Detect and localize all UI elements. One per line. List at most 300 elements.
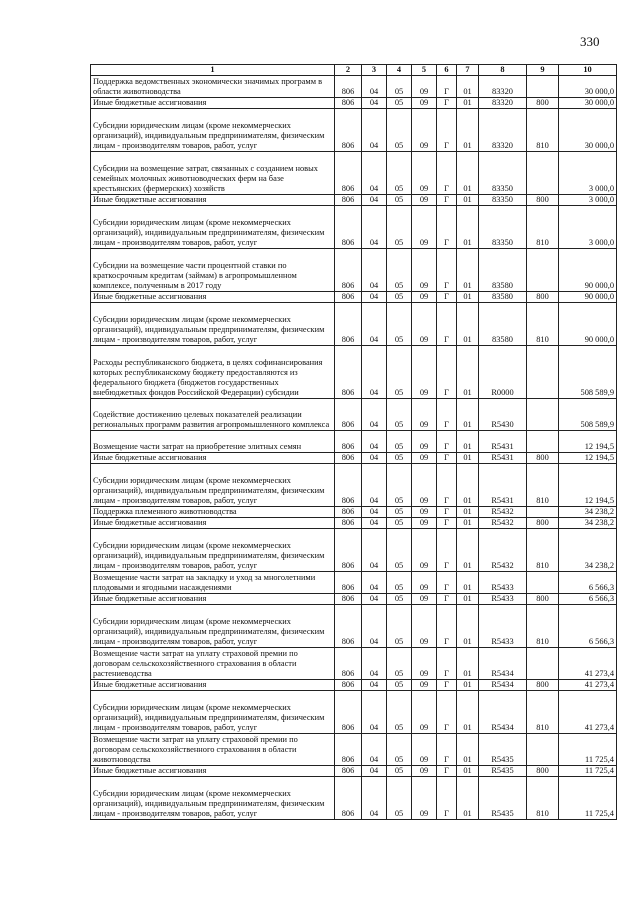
subsection-cell: 05	[387, 399, 412, 431]
expense-type-cell	[527, 734, 559, 766]
table-row	[91, 766, 617, 777]
row-name-cell: Возмещение части затрат на уплату страховой премии по договорам сельскохозяйственного страхования в области растениеводства	[91, 648, 335, 680]
amount-cell: 3 000,0	[559, 206, 617, 249]
expense-type-cell	[527, 648, 559, 680]
table-row	[91, 464, 617, 507]
ministry-code-cell: 806	[335, 346, 362, 399]
main-event-cell: 01	[457, 453, 479, 464]
amount-cell: 6 566,3	[559, 572, 617, 594]
ministry-code-cell: 806	[335, 431, 362, 453]
section-cell: 04	[362, 292, 387, 303]
section-cell: 04	[362, 109, 387, 152]
row-name-cell: Иные бюджетные ассигнования	[91, 594, 335, 605]
program-cell: 09	[412, 399, 437, 431]
subprogram-cell: Г	[437, 431, 457, 453]
row-name-cell: Иные бюджетные ассигнования	[91, 98, 335, 109]
table-row	[91, 76, 617, 98]
section-cell: 04	[362, 346, 387, 399]
ministry-code-cell: 806	[335, 766, 362, 777]
ministry-code-cell: 806	[335, 691, 362, 734]
table-row	[91, 206, 617, 249]
main-event-cell: 01	[457, 464, 479, 507]
amount-cell: 90 000,0	[559, 303, 617, 346]
section-cell: 04	[362, 518, 387, 529]
ministry-code-cell: 806	[335, 152, 362, 195]
direction-code-cell: R5435	[479, 766, 527, 777]
subsection-cell: 05	[387, 453, 412, 464]
amount-cell: 41 273,4	[559, 691, 617, 734]
main-event-cell: 01	[457, 594, 479, 605]
main-event-cell: 01	[457, 648, 479, 680]
expense-type-cell: 810	[527, 777, 559, 820]
ministry-code-cell: 806	[335, 518, 362, 529]
expense-type-cell	[527, 152, 559, 195]
ministry-code-cell: 806	[335, 594, 362, 605]
amount-cell: 90 000,0	[559, 292, 617, 303]
row-name-cell: Субсидии юридическим лицам (кроме некоммерческих организаций), индивидуальным предпринимателям, физическим лицам - производителям товаров, работ, услуг	[91, 529, 335, 572]
table-row	[91, 249, 617, 292]
ministry-code-cell: 806	[335, 453, 362, 464]
table-row	[91, 292, 617, 303]
amount-cell: 34 238,2	[559, 507, 617, 518]
subprogram-cell: Г	[437, 303, 457, 346]
main-event-cell: 01	[457, 109, 479, 152]
program-cell: 09	[412, 734, 437, 766]
row-name-cell: Поддержка ведомственных экономически значимых программ в области животноводства	[91, 76, 335, 98]
ministry-code-cell: 806	[335, 648, 362, 680]
main-event-cell: 01	[457, 605, 479, 648]
amount-cell: 6 566,3	[559, 605, 617, 648]
subprogram-cell: Г	[437, 529, 457, 572]
main-event-cell: 01	[457, 399, 479, 431]
expense-type-cell	[527, 399, 559, 431]
expense-type-cell	[527, 249, 559, 292]
main-event-cell: 01	[457, 346, 479, 399]
subsection-cell: 05	[387, 572, 412, 594]
column-header: 9	[527, 65, 559, 76]
row-name-cell: Субсидии юридическим лицам (кроме некоммерческих организаций), индивидуальным предпринимателям, физическим лицам - производителям товаров, работ, услуг	[91, 464, 335, 507]
row-name-cell: Возмещение части затрат на приобретение элитных семян	[91, 431, 335, 453]
section-cell: 04	[362, 303, 387, 346]
amount-cell: 41 273,4	[559, 680, 617, 691]
subsection-cell: 05	[387, 206, 412, 249]
subsection-cell: 05	[387, 648, 412, 680]
program-cell: 09	[412, 518, 437, 529]
program-cell: 09	[412, 691, 437, 734]
subsection-cell: 05	[387, 152, 412, 195]
column-header: 6	[437, 65, 457, 76]
column-header: 8	[479, 65, 527, 76]
subsection-cell: 05	[387, 303, 412, 346]
subsection-cell: 05	[387, 98, 412, 109]
row-name-cell: Субсидии на возмещение части процентной ставки по краткосрочным кредитам (займам) в агропромышленном комплексе, полученным в 2017 году	[91, 249, 335, 292]
ministry-code-cell: 806	[335, 195, 362, 206]
direction-code-cell: R5434	[479, 680, 527, 691]
column-header: 2	[335, 65, 362, 76]
main-event-cell: 01	[457, 766, 479, 777]
subprogram-cell: Г	[437, 109, 457, 152]
expense-type-cell: 810	[527, 206, 559, 249]
subprogram-cell: Г	[437, 766, 457, 777]
subprogram-cell: Г	[437, 399, 457, 431]
main-event-cell: 01	[457, 691, 479, 734]
expense-type-cell: 800	[527, 518, 559, 529]
amount-cell: 30 000,0	[559, 98, 617, 109]
amount-cell: 30 000,0	[559, 76, 617, 98]
ministry-code-cell: 806	[335, 249, 362, 292]
subsection-cell: 05	[387, 734, 412, 766]
expense-type-cell	[527, 572, 559, 594]
subsection-cell: 05	[387, 529, 412, 572]
subsection-cell: 05	[387, 195, 412, 206]
program-cell: 09	[412, 648, 437, 680]
program-cell: 09	[412, 292, 437, 303]
main-event-cell: 01	[457, 292, 479, 303]
direction-code-cell: R5434	[479, 691, 527, 734]
expense-type-cell: 810	[527, 529, 559, 572]
subsection-cell: 05	[387, 292, 412, 303]
row-name-cell: Иные бюджетные ассигнования	[91, 292, 335, 303]
subprogram-cell: Г	[437, 98, 457, 109]
main-event-cell: 01	[457, 777, 479, 820]
ministry-code-cell: 806	[335, 734, 362, 766]
subprogram-cell: Г	[437, 648, 457, 680]
row-name-cell: Расходы республиканского бюджета, в целях софинансирования которых республиканскому бюджету предоставляются из федерального бюджета (бюджетов государственных внебюджетных фондов Российской Федерации) субсидии	[91, 346, 335, 399]
expense-type-cell	[527, 431, 559, 453]
program-cell: 09	[412, 346, 437, 399]
direction-code-cell: 83320	[479, 98, 527, 109]
main-event-cell: 01	[457, 195, 479, 206]
ministry-code-cell: 806	[335, 507, 362, 518]
subsection-cell: 05	[387, 76, 412, 98]
table-row	[91, 195, 617, 206]
row-name-cell: Содействие достижению целевых показателей реализации региональных программ развития агропромышленного комплекса	[91, 399, 335, 431]
direction-code-cell: R5431	[479, 453, 527, 464]
table-row	[91, 98, 617, 109]
program-cell: 09	[412, 431, 437, 453]
amount-cell: 12 194,5	[559, 464, 617, 507]
direction-code-cell: R5432	[479, 529, 527, 572]
subprogram-cell: Г	[437, 195, 457, 206]
subsection-cell: 05	[387, 518, 412, 529]
expense-type-cell: 810	[527, 303, 559, 346]
direction-code-cell: R5435	[479, 777, 527, 820]
amount-cell: 508 589,9	[559, 346, 617, 399]
expense-type-cell	[527, 346, 559, 399]
expense-type-cell	[527, 507, 559, 518]
subsection-cell: 05	[387, 464, 412, 507]
budget-table	[90, 64, 617, 820]
subprogram-cell: Г	[437, 594, 457, 605]
program-cell: 09	[412, 206, 437, 249]
amount-cell: 11 725,4	[559, 766, 617, 777]
expense-type-cell: 800	[527, 195, 559, 206]
table-row	[91, 680, 617, 691]
direction-code-cell: 83580	[479, 249, 527, 292]
program-cell: 09	[412, 98, 437, 109]
ministry-code-cell: 806	[335, 399, 362, 431]
subprogram-cell: Г	[437, 206, 457, 249]
ministry-code-cell: 806	[335, 98, 362, 109]
ministry-code-cell: 806	[335, 605, 362, 648]
ministry-code-cell: 806	[335, 464, 362, 507]
table-row	[91, 691, 617, 734]
subsection-cell: 05	[387, 680, 412, 691]
amount-cell: 90 000,0	[559, 249, 617, 292]
ministry-code-cell: 806	[335, 529, 362, 572]
expense-type-cell: 800	[527, 98, 559, 109]
section-cell: 04	[362, 431, 387, 453]
program-cell: 09	[412, 195, 437, 206]
section-cell: 04	[362, 529, 387, 572]
main-event-cell: 01	[457, 431, 479, 453]
section-cell: 04	[362, 453, 387, 464]
program-cell: 09	[412, 572, 437, 594]
main-event-cell: 01	[457, 572, 479, 594]
subsection-cell: 05	[387, 777, 412, 820]
subsection-cell: 05	[387, 691, 412, 734]
subprogram-cell: Г	[437, 691, 457, 734]
expense-type-cell: 800	[527, 680, 559, 691]
program-cell: 09	[412, 529, 437, 572]
section-cell: 04	[362, 680, 387, 691]
direction-code-cell: 83320	[479, 76, 527, 98]
table-row	[91, 453, 617, 464]
expense-type-cell: 800	[527, 453, 559, 464]
amount-cell: 34 238,2	[559, 529, 617, 572]
main-event-cell: 01	[457, 507, 479, 518]
row-name-cell: Субсидии юридическим лицам (кроме некоммерческих организаций), индивидуальным предпринимателям, физическим лицам - производителям товаров, работ, услуг	[91, 777, 335, 820]
main-event-cell: 01	[457, 518, 479, 529]
subsection-cell: 05	[387, 249, 412, 292]
subprogram-cell: Г	[437, 152, 457, 195]
subprogram-cell: Г	[437, 346, 457, 399]
main-event-cell: 01	[457, 529, 479, 572]
subsection-cell: 05	[387, 109, 412, 152]
table-body	[91, 76, 617, 820]
ministry-code-cell: 806	[335, 206, 362, 249]
amount-cell: 3 000,0	[559, 195, 617, 206]
program-cell: 09	[412, 605, 437, 648]
section-cell: 04	[362, 777, 387, 820]
expense-type-cell: 800	[527, 766, 559, 777]
row-name-cell: Иные бюджетные ассигнования	[91, 195, 335, 206]
table-row	[91, 777, 617, 820]
expense-type-cell	[527, 76, 559, 98]
section-cell: 04	[362, 691, 387, 734]
expense-type-cell: 810	[527, 464, 559, 507]
subprogram-cell: Г	[437, 292, 457, 303]
amount-cell: 6 566,3	[559, 594, 617, 605]
table-row	[91, 346, 617, 399]
amount-cell: 41 273,4	[559, 648, 617, 680]
row-name-cell: Субсидии юридическим лицам (кроме некоммерческих организаций), индивидуальным предпринимателям, физическим лицам - производителям товаров, работ, услуг	[91, 691, 335, 734]
subprogram-cell: Г	[437, 734, 457, 766]
row-name-cell: Субсидии юридическим лицам (кроме некоммерческих организаций), индивидуальным предпринимателям, физическим лицам - производителям товаров, работ, услуг	[91, 605, 335, 648]
amount-cell: 30 000,0	[559, 109, 617, 152]
expense-type-cell: 810	[527, 109, 559, 152]
table-row	[91, 152, 617, 195]
section-cell: 04	[362, 195, 387, 206]
section-cell: 04	[362, 605, 387, 648]
column-header: 7	[457, 65, 479, 76]
table-row	[91, 109, 617, 152]
row-name-cell: Поддержка племенного животноводства	[91, 507, 335, 518]
section-cell: 04	[362, 734, 387, 766]
table-row	[91, 734, 617, 766]
program-cell: 09	[412, 777, 437, 820]
section-cell: 04	[362, 464, 387, 507]
expense-type-cell: 810	[527, 691, 559, 734]
program-cell: 09	[412, 303, 437, 346]
subprogram-cell: Г	[437, 518, 457, 529]
table-header-row	[91, 65, 617, 76]
table-row	[91, 605, 617, 648]
section-cell: 04	[362, 766, 387, 777]
section-cell: 04	[362, 507, 387, 518]
direction-code-cell: 83580	[479, 292, 527, 303]
subsection-cell: 05	[387, 605, 412, 648]
program-cell: 09	[412, 249, 437, 292]
subsection-cell: 05	[387, 594, 412, 605]
column-header: 5	[412, 65, 437, 76]
main-event-cell: 01	[457, 249, 479, 292]
program-cell: 09	[412, 766, 437, 777]
page-number: 330	[580, 34, 600, 49]
section-cell: 04	[362, 98, 387, 109]
subprogram-cell: Г	[437, 572, 457, 594]
table-row	[91, 529, 617, 572]
direction-code-cell: 83320	[479, 109, 527, 152]
row-name-cell: Иные бюджетные ассигнования	[91, 766, 335, 777]
direction-code-cell: 83350	[479, 195, 527, 206]
row-name-cell: Иные бюджетные ассигнования	[91, 518, 335, 529]
amount-cell: 508 589,9	[559, 399, 617, 431]
direction-code-cell: R5434	[479, 648, 527, 680]
program-cell: 09	[412, 594, 437, 605]
table-row	[91, 572, 617, 594]
subsection-cell: 05	[387, 507, 412, 518]
ministry-code-cell: 806	[335, 109, 362, 152]
program-cell: 09	[412, 453, 437, 464]
ministry-code-cell: 806	[335, 303, 362, 346]
row-name-cell: Субсидии на возмещение затрат, связанных с созданием новых семейных молочных животноводческих ферм на базе крестьянских (фермерских) хозяйств	[91, 152, 335, 195]
section-cell: 04	[362, 206, 387, 249]
table-row	[91, 431, 617, 453]
main-event-cell: 01	[457, 734, 479, 766]
direction-code-cell: R5431	[479, 464, 527, 507]
row-name-cell: Субсидии юридическим лицам (кроме некоммерческих организаций), индивидуальным предпринимателям, физическим лицам - производителям товаров, работ, услуг	[91, 109, 335, 152]
amount-cell: 34 238,2	[559, 518, 617, 529]
table-row	[91, 303, 617, 346]
section-cell: 04	[362, 572, 387, 594]
program-cell: 09	[412, 109, 437, 152]
main-event-cell: 01	[457, 152, 479, 195]
table-row	[91, 648, 617, 680]
column-header: 4	[387, 65, 412, 76]
direction-code-cell: R5433	[479, 605, 527, 648]
program-cell: 09	[412, 680, 437, 691]
subsection-cell: 05	[387, 766, 412, 777]
subsection-cell: 05	[387, 346, 412, 399]
main-event-cell: 01	[457, 76, 479, 98]
direction-code-cell: R5433	[479, 594, 527, 605]
section-cell: 04	[362, 152, 387, 195]
main-event-cell: 01	[457, 680, 479, 691]
subprogram-cell: Г	[437, 507, 457, 518]
expense-type-cell: 800	[527, 594, 559, 605]
direction-code-cell: R5430	[479, 399, 527, 431]
subprogram-cell: Г	[437, 680, 457, 691]
section-cell: 04	[362, 399, 387, 431]
program-cell: 09	[412, 76, 437, 98]
row-name-cell: Иные бюджетные ассигнования	[91, 453, 335, 464]
direction-code-cell: R5435	[479, 734, 527, 766]
direction-code-cell: R5431	[479, 431, 527, 453]
subprogram-cell: Г	[437, 76, 457, 98]
program-cell: 09	[412, 507, 437, 518]
ministry-code-cell: 806	[335, 777, 362, 820]
table-row	[91, 399, 617, 431]
row-name-cell: Возмещение части затрат на закладку и уход за многолетними плодовыми и ягодными насаждениями	[91, 572, 335, 594]
main-event-cell: 01	[457, 303, 479, 346]
expense-type-cell: 800	[527, 292, 559, 303]
column-header: 1	[91, 65, 335, 76]
main-event-cell: 01	[457, 98, 479, 109]
program-cell: 09	[412, 464, 437, 507]
section-cell: 04	[362, 648, 387, 680]
direction-code-cell: R5432	[479, 507, 527, 518]
subprogram-cell: Г	[437, 464, 457, 507]
ministry-code-cell: 806	[335, 680, 362, 691]
main-event-cell: 01	[457, 206, 479, 249]
direction-code-cell: 83580	[479, 303, 527, 346]
column-header: 10	[559, 65, 617, 76]
subsection-cell: 05	[387, 431, 412, 453]
subprogram-cell: Г	[437, 777, 457, 820]
subprogram-cell: Г	[437, 605, 457, 648]
section-cell: 04	[362, 249, 387, 292]
row-name-cell: Иные бюджетные ассигнования	[91, 680, 335, 691]
section-cell: 04	[362, 76, 387, 98]
amount-cell: 12 194,5	[559, 453, 617, 464]
row-name-cell: Субсидии юридическим лицам (кроме некоммерческих организаций), индивидуальным предпринимателям, физическим лицам - производителям товаров, работ, услуг	[91, 206, 335, 249]
section-cell: 04	[362, 594, 387, 605]
table-row	[91, 594, 617, 605]
direction-code-cell: R5433	[479, 572, 527, 594]
table-row	[91, 507, 617, 518]
row-name-cell: Субсидии юридическим лицам (кроме некоммерческих организаций), индивидуальным предпринимателям, физическим лицам - производителям товаров, работ, услуг	[91, 303, 335, 346]
program-cell: 09	[412, 152, 437, 195]
expense-type-cell: 810	[527, 605, 559, 648]
ministry-code-cell: 806	[335, 76, 362, 98]
direction-code-cell: 83350	[479, 152, 527, 195]
row-name-cell: Возмещение части затрат на уплату страховой премии по договорам сельскохозяйственного страхования в области животноводства	[91, 734, 335, 766]
direction-code-cell: R0000	[479, 346, 527, 399]
amount-cell: 11 725,4	[559, 777, 617, 820]
subprogram-cell: Г	[437, 249, 457, 292]
column-header: 3	[362, 65, 387, 76]
amount-cell: 11 725,4	[559, 734, 617, 766]
direction-code-cell: 83350	[479, 206, 527, 249]
ministry-code-cell: 806	[335, 572, 362, 594]
amount-cell: 3 000,0	[559, 152, 617, 195]
table-row	[91, 518, 617, 529]
ministry-code-cell: 806	[335, 292, 362, 303]
amount-cell: 12 194,5	[559, 431, 617, 453]
subprogram-cell: Г	[437, 453, 457, 464]
direction-code-cell: R5432	[479, 518, 527, 529]
